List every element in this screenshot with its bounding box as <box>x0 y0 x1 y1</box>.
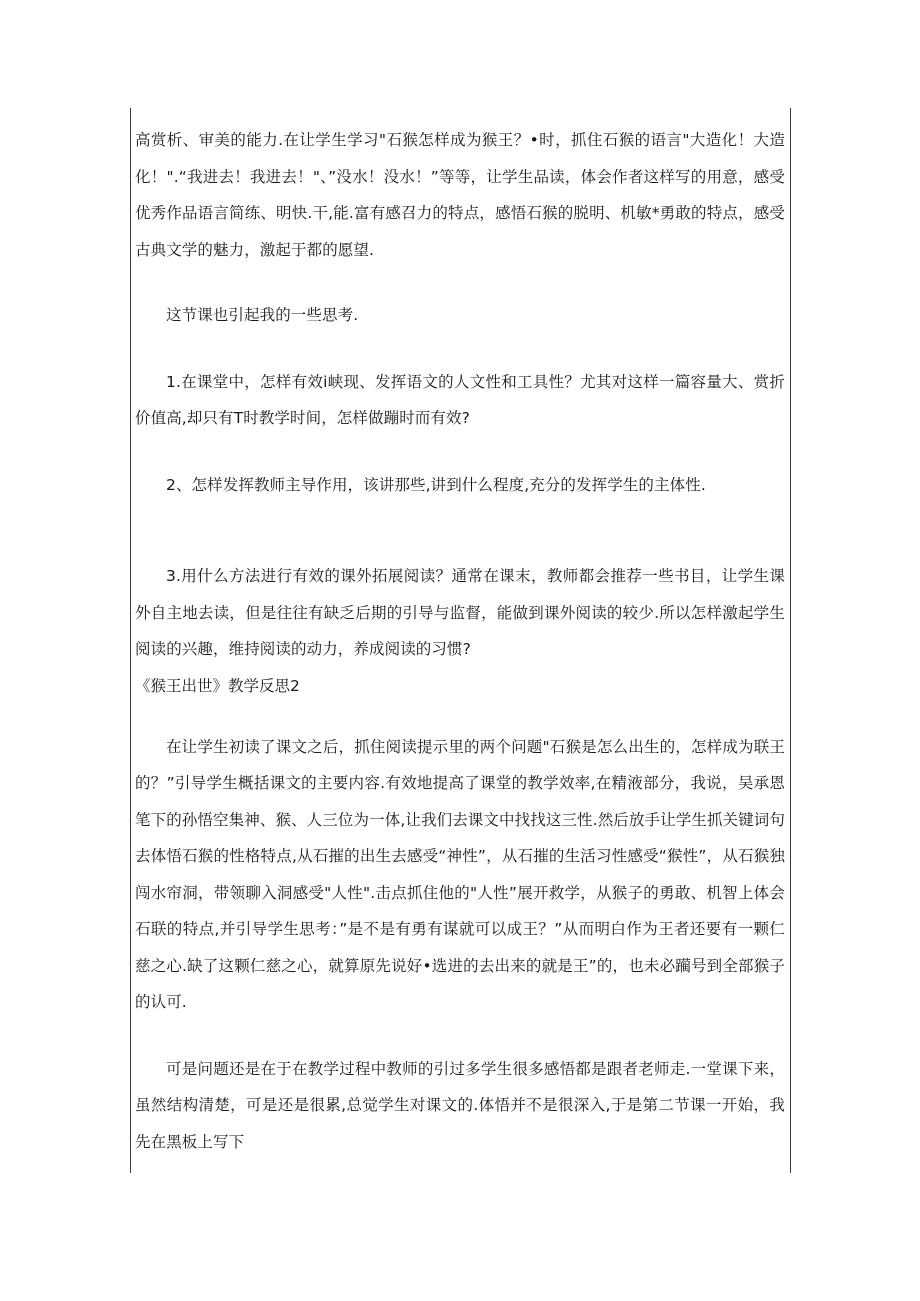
paragraph-question-3: 3.用什么方法进行有效的课外拓展阅读？通常在课末，教师都会推荐一些书目，让学生课外自主地去读，但是往往有缺乏后期的引导与监督，能做到课外阅读的较少.所以怎样激起学生阅读的兴趣，维持阅读的动力，养成阅读的习惯? <box>135 567 785 658</box>
page-right-border <box>790 108 791 1173</box>
page-left-border <box>130 108 131 1173</box>
document-body <box>135 122 785 1160</box>
paragraph-thoughts-intro: 这节课也引起我的一些思考. <box>166 306 359 324</box>
paragraph-question-1: 1.在课堂中，怎样有效i峡现、发挥语文的人文性和工具性？尤其对这样一篇容量大、赏折价值高,却只有T时教学时间，怎样做蹦时而有效? <box>135 372 785 427</box>
paragraph-reflection-1: 在让学生初读了课文之后，抓住阅读提示里的两个问题"石猴是怎么出生的，怎样成为联王的？”引导学生概括课文的主要内容.有效地提高了课堂的教学效率,在精液部分，我说，吴承恩笔下的孙悟空集神、猴、人三位为一体,让我们去课文中找找这三性.然后放手让学生抓关键词句去体悟石猴的性格特点,从石摧的出生去感受“神性”，从石摧的生活习性感受“猴性”，从石猴独闯水帘洞，带领聊入洞感受"人性".击点抓住他的"人性”展开救学，从猴子的勇敢、机智上体会石联的特点,并引导学生思考：”是不是有勇有谋就可以成王？”从而明白作为王者还要有一颗仁慈之心.缺了这颗仁慈之心，就算原先说好•选进的去出来的就是王”的，也未必躏号到全部猴子的认可. <box>135 737 785 1011</box>
paragraph-continuation: 高赏析、审美的能力.在让学生学习"石猴怎样成为猴王？•时，抓住石猴的语言"大造化！大造化！".“我进去！我进去！"、”没水！没水！”等等，让学生品读，体会作者这样写的用意，感受优秀作品语言简练、明快.干,能.富有感召力的特点，感悟石猴的脱明、机敏*勇敢的特点，感受古典文学的魅力，激起于都的愿望. <box>135 131 785 259</box>
paragraph-question-2: 2、怎样发挥教师主导作用，该讲那些,讲到什么程度,充分的发挥学生的主体性. <box>166 475 706 494</box>
paragraph-reflection-2: 可是问题还是在于在教学过程中教师的引过多学生很多感悟都是跟者老师走.一堂课下来，虽然结构清楚，可是还是很累,总觉学生对课文的.体悟并不是很深入,于是第二节课一开始，我先在黑板上写下 <box>135 1059 785 1151</box>
section-heading: 《猴王出世》教学反思2 <box>135 676 300 695</box>
